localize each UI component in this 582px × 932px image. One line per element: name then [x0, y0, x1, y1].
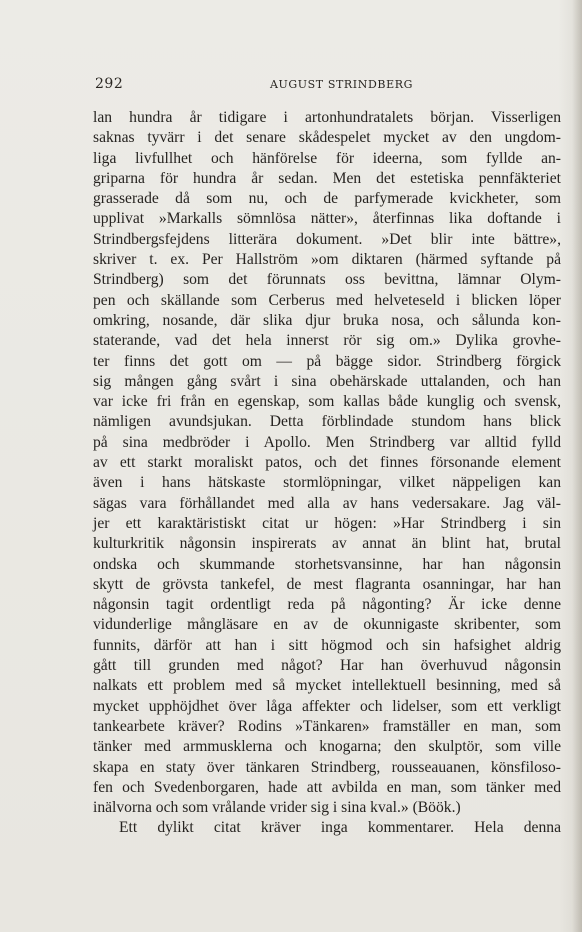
text-line: på sina medbröder i Apollo. Men Strindberg var alltid fylld	[93, 433, 561, 451]
text-line: även i hans hätskaste stormlöpningar, vilket näppeligen kan	[93, 474, 561, 492]
text-line: funnits, därför att han i sitt högmod och sin hafsighet aldrig	[93, 636, 561, 654]
text-line: ondska och skummande storhetsvansinne, har han någonsin	[93, 555, 561, 573]
text-line: lan hundra år tidigare i artonhundratalets början. Visserligen	[93, 109, 561, 126]
text-line: nämligen avundsjukan. Detta förblindade stundom hans blick	[93, 413, 561, 431]
text-line: tänker med armmusklerna och knogarna; den skulptör, som ville	[93, 738, 561, 756]
running-head: AUGUST STRINDBERG	[270, 78, 413, 91]
text-line: pen och skällande som Cerberus med helveteseld i blicken löper	[93, 291, 561, 309]
text-line: någonsin tagit ordentligt reda på någonting? Är icke denne	[93, 596, 561, 614]
text-line: jer ett karaktäristiskt citat ur högen: »Har Strindberg i sin	[93, 514, 561, 532]
page-edge-shadow	[572, 0, 582, 932]
text-line: saknas tyvärr i det senare skådespelet mycket av den ungdom-	[93, 129, 561, 147]
body-text	[93, 108, 561, 839]
text-line: inälvorna och som vrålande vrider sig i sina kval.» (Böök.)	[93, 799, 461, 817]
text-line: sig mången gång svårt i sina obehärskade uttalanden, och han	[93, 372, 561, 390]
text-line: Strindbergsfejdens litterära dokument. »Det blir inte bättre»,	[93, 230, 561, 248]
text-line: grasserade då som nu, och de parfymerade kvickheter, som	[93, 190, 561, 208]
text-line: mycket upphöjdhet över låga affekter och lidelser, som ett verkligt	[93, 697, 561, 715]
text-line: skytt de grövsta tankefel, de mest flagranta osanningar, har han	[93, 575, 561, 593]
text-line: ter finns det gott om — på bägge sidor. Strindberg förgick	[93, 352, 561, 370]
page-number: 292	[95, 76, 124, 92]
text-line: nalkats ett problem med så mycket intellektuell besinning, med så	[93, 677, 561, 695]
text-line: tankearbete kräver? Rodins »Tänkaren» framställer en man, som	[93, 717, 561, 735]
text-line: kulturkritik någonsin inspirerats av annat än blint hat, brutal	[93, 535, 561, 553]
text-line: av ett starkt moraliskt patos, och det finnes försonande element	[93, 454, 561, 472]
text-line: staterande, vad det hela innerst rör sig om.» Dylika grovhe-	[93, 332, 561, 350]
text-line: fen och Svedenborgaren, hade att avbilda en man, som tänker med	[93, 778, 561, 796]
text-line: gått till grunden med något? Har han överhuvud någonsin	[93, 657, 561, 675]
text-line: vidunderlige mångläsare en av de okunnigaste skribenter, som	[93, 616, 561, 634]
page-header	[95, 76, 555, 96]
text-line: Strindberg) som det förunnats oss bevittna, lämnar Olym-	[93, 271, 561, 289]
text-line: omkring, nosande, där slika djur bruka nosa, och sålunda kon-	[93, 311, 561, 329]
text-line: liga livfullhet och hänförelse för ideerna, som fyllde an-	[93, 149, 561, 167]
text-line: sägas vara förhållandet med alla av hans vedersakare. Jag väl-	[93, 494, 561, 512]
text-line: Ett dylikt citat kräver inga kommentarer. Hela denna	[119, 819, 561, 837]
text-line: var icke fri från en egenskap, som kallas både kunglig och svensk,	[93, 393, 561, 411]
text-line: skapa en staty över tänkaren Strindberg, rousseauanen, könsfiloso-	[93, 758, 561, 776]
text-line: griparna för hundra år sedan. Men det estetiska pennfäkteriet	[93, 169, 561, 187]
text-line: skriver t. ex. Per Hallström »om diktaren (härmed syftande på	[93, 251, 561, 269]
text-line: upplivat »Markalls sömnlösa nätter», återfinnas lika doftande i	[93, 210, 561, 228]
